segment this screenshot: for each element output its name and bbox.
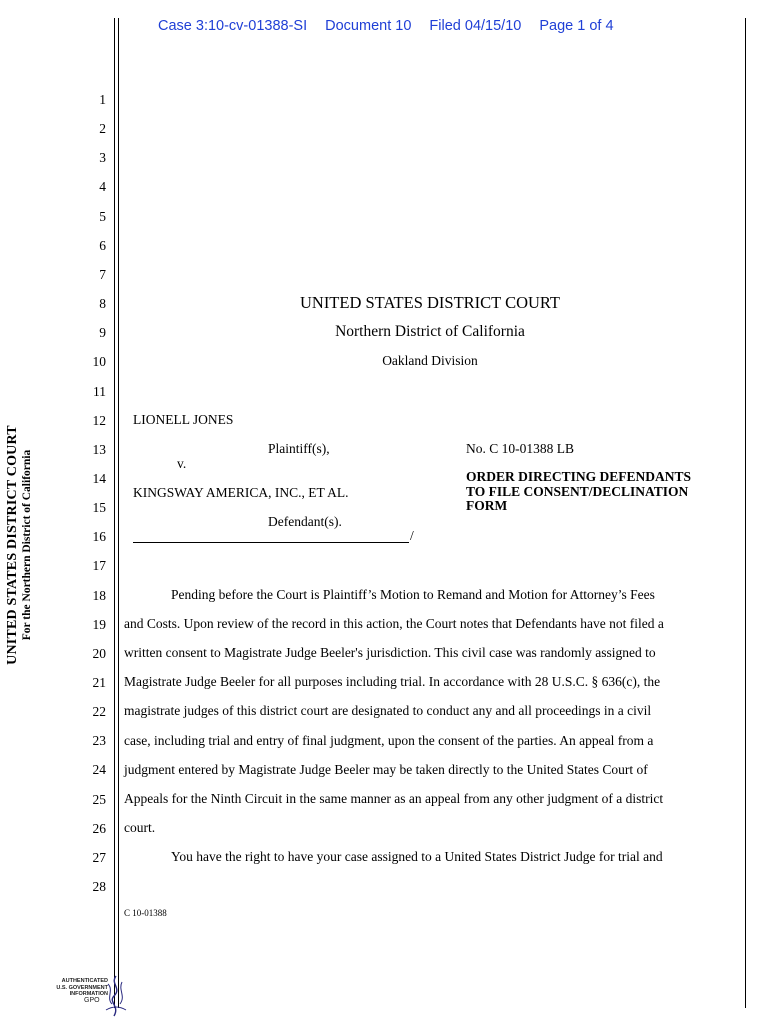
line-number: 26 [92,820,106,836]
line-number: 20 [92,645,106,661]
line-number: 19 [92,616,106,632]
defendant-role: Defendant(s). [268,514,342,529]
left-margin-rule-2 [118,18,119,1008]
court-division: Oakland Division [382,353,478,368]
filed-date: Filed 04/15/10 [429,18,522,34]
line-number: 6 [99,237,106,253]
body-line: judgment entered by Magistrate Judge Beeler may be taken directly to the United States Court of [124,762,648,777]
line-number: 7 [99,266,106,282]
line-number: 21 [92,675,106,690]
case-number-header: Case 3:10-cv-01388-SI [158,18,308,34]
court-sidebar [5,330,45,760]
footer-case-ref: C 10-01388 [124,908,167,918]
line-number: 22 [92,704,106,720]
line-number: 14 [92,470,106,486]
body-line: court. [124,820,156,835]
gpo-authentication-seal [40,974,130,1018]
court-name: UNITED STATES DISTRICT COURT [299,293,560,312]
gpo-eagle-icon [102,974,130,1018]
line-number: 1 [99,92,106,107]
document-number: Document 10 [325,18,412,34]
defendant-name: KINGSWAY AMERICA, INC., ET AL. [133,485,349,500]
line-number: 8 [99,296,106,312]
body-line: and Costs. Upon review of the record in this action, the Court notes that Defendants have not filed a [124,616,664,631]
caption-underline [133,542,409,543]
order-title-line: ORDER DIRECTING DEFENDANTS [466,469,692,484]
line-number: 28 [92,879,106,895]
case-header [158,18,628,34]
sidebar-district: For the Northern District of California [21,449,33,641]
line-number: 3 [99,150,106,166]
court-district: Northern District of California [335,323,525,340]
plaintiff-name: LIONELL JONES [133,412,234,427]
body-line: Pending before the Court is Plaintiff’s Motion to Remand and Motion for Attorney’s Fees [171,587,655,602]
line-number: 5 [99,208,106,224]
page-indicator: Page 1 of 4 [539,18,614,34]
gpo-seal-text: AUTHENTICATED U.S. GOVERNMENT INFORMATION [56,978,108,997]
line-number: 11 [93,383,106,399]
caption-slash: / [410,528,414,543]
body-line: You have the right to have your case assigned to a United States District Judge for trial and [171,849,663,864]
line-number: 27 [92,849,106,865]
line-number: 18 [92,587,106,603]
body-line: Appeals for the Ninth Circuit in the same manner as an appeal from any other judgment of a district [124,791,664,806]
line-number: 25 [92,791,106,807]
body-line: written consent to Magistrate Judge Beeler's jurisdiction. This civil case was randomly assigned to [124,645,656,660]
case-number: No. C 10-01388 LB [466,441,574,456]
line-number: 10 [92,354,106,370]
line-number: 12 [92,412,106,428]
left-margin-rule-1 [114,18,115,1008]
line-number: 2 [99,121,106,137]
gpo-label: GPO [84,997,100,1004]
right-margin-rule [745,18,746,1008]
sidebar-court-name: UNITED STATES DISTRICT COURT [5,425,20,665]
plaintiff-role: Plaintiff(s), [268,441,330,456]
order-title-line: TO FILE CONSENT/DECLINATION [466,483,689,499]
line-number: 15 [92,500,106,516]
line-number: 17 [92,558,106,574]
line-number: 16 [92,529,106,545]
order-title [466,470,736,514]
line-number: 9 [99,325,106,341]
line-number: 24 [92,762,106,778]
line-number: 4 [99,179,106,195]
body-line: case, including trial and entry of final judgment, upon the consent of the parties. An appeal from a [124,733,654,748]
body-line: Magistrate Judge Beeler for all purposes including trial. In accordance with 28 U.S.C. § 636(c), the [124,674,661,689]
order-title-line: FORM [466,498,508,513]
body-line: magistrate judges of this district court are designated to conduct any and all proceedings in a civil [124,703,652,718]
versus: v. [177,456,187,471]
line-number: 13 [92,441,106,457]
line-number: 23 [92,733,106,749]
